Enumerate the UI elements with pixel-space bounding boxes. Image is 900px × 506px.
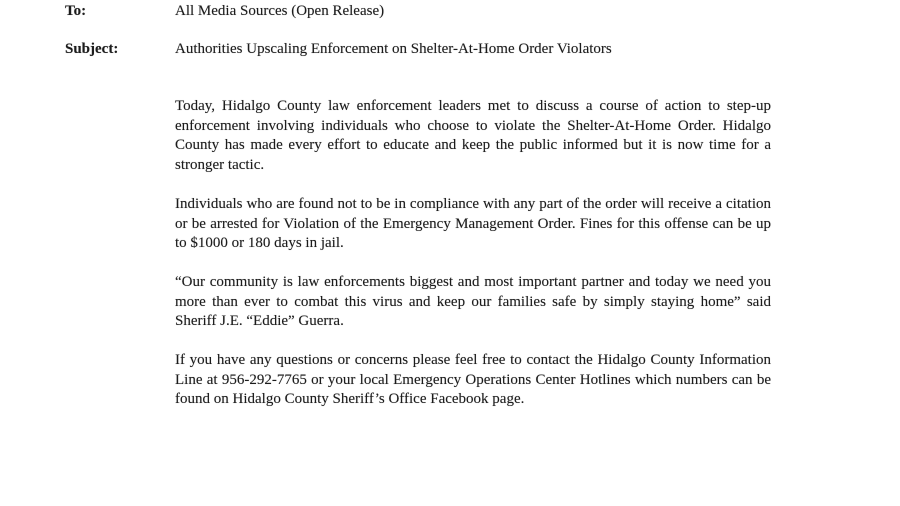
to-label: To: bbox=[65, 3, 87, 19]
subject-label: Subject: bbox=[65, 41, 119, 57]
body-paragraph-1: Today, Hidalgo County law enforcement leaders met to discuss a course of action to step-up enforcement involving individuals who choose to violate the Shelter-At-Home Order. Hidalgo County has made every effort to educate and keep the public informed but it is now time for a stronger tactic. bbox=[175, 98, 771, 174]
memo-subject-row bbox=[65, 40, 865, 60]
memo-to-row bbox=[65, 2, 865, 22]
body-paragraph-4: If you have any questions or concerns please feel free to contact the Hidalgo County Information Line at 956-292-7765 or your local Emergency Operations Center Hotlines which numbers can be found on Hidalgo County Sheriff’s Office Facebook page. bbox=[175, 352, 771, 408]
body-paragraph-2: Individuals who are found not to be in compliance with any part of the order will receive a citation or be arrested for Violation of the Emergency Management Order. Fines for this offense can be up to $1000 or 180 days in jail. bbox=[175, 195, 771, 252]
memo-body bbox=[175, 97, 771, 429]
body-paragraph-3: “Our community is law enforcements biggest and most important partner and today we need you more than ever to combat this virus and keep our families safe by simply staying home” said Sheriff J.E. “Eddie” Guerra. bbox=[175, 273, 771, 330]
to-value: All Media Sources (Open Release) bbox=[175, 3, 385, 19]
subject-value: Authorities Upscaling Enforcement on Shelter-At-Home Order Violators bbox=[175, 41, 612, 57]
